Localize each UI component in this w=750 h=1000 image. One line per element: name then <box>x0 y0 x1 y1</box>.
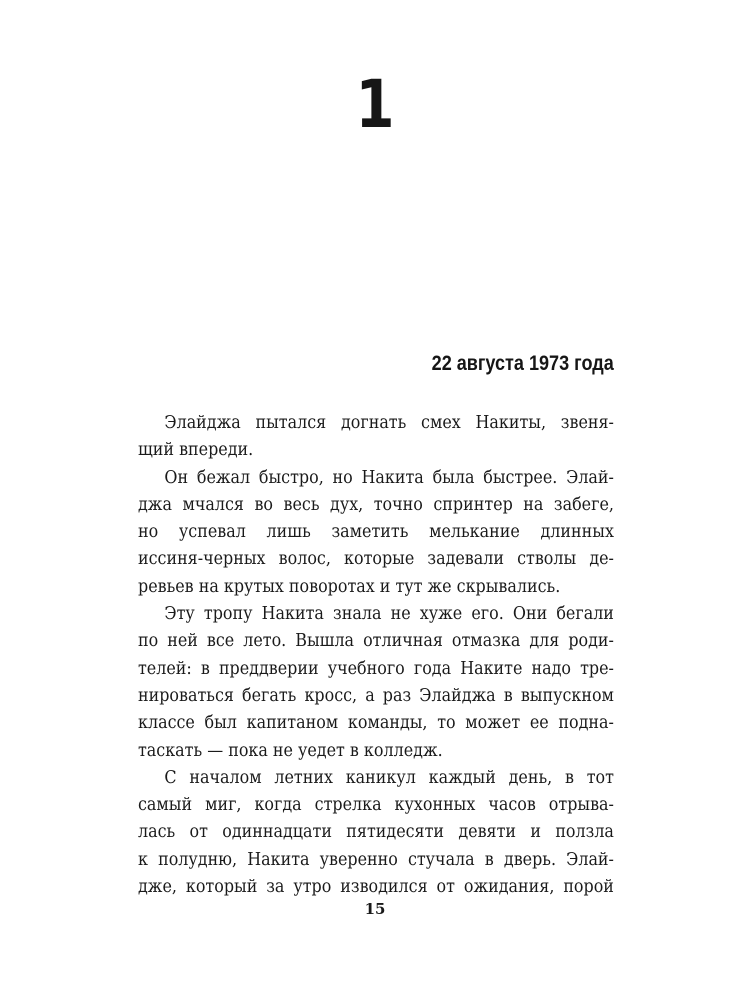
text-line: щий впереди. <box>138 440 254 461</box>
text-line: Элайджа пытался догнать смех Накиты, звеня- <box>164 413 614 433</box>
text-line: телей: в преддверии учебного года Наките надо тре- <box>138 658 614 679</box>
text-line: таскать — пока не уедет в колледж. <box>138 740 443 761</box>
body-text <box>138 410 614 901</box>
text-line: джа мчался во весь дух, точно спринтер на забеге, <box>138 494 614 515</box>
text-line: Эту тропу Накита знала не хуже его. Они бегали <box>164 604 614 625</box>
text-line: классе был капитаном команды, то может ее подна- <box>138 713 614 734</box>
chapter-date-heading: 22 августа 1973 года <box>431 352 614 375</box>
text-line: Он бежал быстро, но Накита была быстрее. Элай- <box>164 467 614 488</box>
text-line: лась от одиннадцати пятидесяти девяти и ползла <box>138 822 614 843</box>
text-line: С началом летних каникул каждый день, в тот <box>164 767 614 788</box>
text-line: но успевал лишь заметить мелькание длинных <box>138 522 614 543</box>
page-number: 15 <box>364 900 386 918</box>
text-line: иссиня-черных волос, которые задевали стволы де- <box>138 549 614 570</box>
text-line: нироваться бегать кросс, а раз Элайджа в выпускном <box>138 685 614 706</box>
text-line: самый миг, когда стрелка кухонных часов отрыва- <box>138 795 614 816</box>
text-line: по ней все лето. Вышла отличная отмазка для роди- <box>138 631 614 652</box>
text-line: к полудню, Накита уверенно стучала в дверь. Элай- <box>138 849 614 870</box>
text-line: дже, который за утро изводился от ожидания, порой <box>138 877 614 898</box>
chapter-number: 1 <box>355 66 395 143</box>
text-line: ревьев на крутых поворотах и тут же скрывались. <box>138 576 561 597</box>
